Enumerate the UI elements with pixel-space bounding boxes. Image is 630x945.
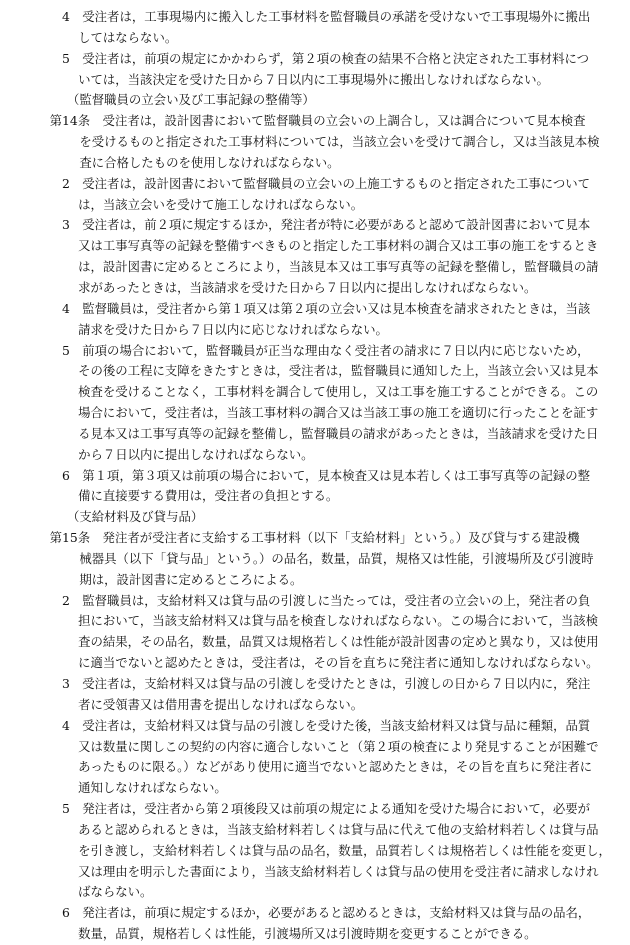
- text-line: から７日以内に提出しなければならない。: [78, 446, 314, 462]
- text-line: 期は，設計図書に定めるところによる。: [79, 571, 303, 587]
- clause-first-line: 6 第１項，第３項又は前項の場合において，見本検査又は見本若しくは工事写真等の記録の整: [62, 467, 591, 483]
- clause-first-line: 4 受注者は，支給材料又は貸与品の引渡しを受けた後，当該支給材料又は貸与品に種類，品質: [62, 717, 591, 733]
- section-heading: （支給材料及び貸与品）: [66, 509, 204, 525]
- text-line: 請求を受けた日から７日以内に応じなければならない。: [78, 321, 388, 337]
- text-line: 械器具（以下「貸与品」という。）の品名，数量，品質，規格又は性能，引渡場所及び引渡時: [79, 550, 594, 566]
- text-line: 又は理由を明示した書面により，当該支給材料若しくは貸与品の使用を受注者に請求しなけれ: [78, 863, 599, 879]
- clause-first-line: 5 受注者は，前項の規定にかかわらず，第２項の検査の結果不合格と決定された工事材料につ: [62, 50, 590, 66]
- text-line: を引き渡し，支給材料若しくは貸与品の品名，数量，品質若しくは規格若しくは性能を変更し，: [78, 842, 611, 858]
- clause-first-line: 3 受注者は，前２項に規定するほか，発注者が特に必要があると認めて設計図書において見本: [62, 217, 591, 233]
- text-line: 者に受領書又は借用書を提出しなければならない。: [78, 696, 364, 712]
- text-line: 又は数量に関しこの契約の内容に適合しないこと（第２項の検査により発見することが困難で: [78, 738, 599, 754]
- text-line: 査に合格したものを使用しなければならない。: [79, 154, 340, 170]
- document-body: [49, 7, 611, 945]
- clause-first-line: 3 受注者は，支給材料又は貸与品の引渡しを受けたときは，引渡しの日から７日以内に，発注: [62, 676, 591, 691]
- text-line: 求があったときは，当該請求を受けた日から７日以内に提出しなければならない。: [78, 279, 537, 295]
- text-line: 査の結果，その品名，数量，品質又は規格若しくは性能が設計図書の定めと異なり，又は使用: [78, 634, 599, 650]
- text-line: ばならない。: [78, 884, 153, 900]
- clause-first-line: 4 受注者は，工事現場内に搬入した工事材料を監督職員の承諾を受けないで工事現場外に搬出: [62, 9, 591, 24]
- article-first-line: 第15条 発注者が受注者に支給する工事材料（以下「支給材料」という。）及び貸与する建設機: [49, 530, 580, 546]
- text-line: 又は工事写真等の記録を整備すべきものと指定した工事材料の調合又は工事の施工をするとき: [78, 238, 599, 254]
- text-line: 数量，品質，規格若しくは性能，引渡場所又は引渡時期を変更することができる。: [78, 926, 537, 942]
- clause-first-line: 5 前項の場合において，監督職員が正当な理由なく受注者の請求に７日以内に応じないため，: [62, 342, 590, 358]
- clause-first-line: 6 発注者は，前項に規定するほか，必要があると認めるときは，支給材料又は貸与品の品名，: [62, 905, 591, 921]
- text-line: る見本又は工事写真等の記録を整備し，監督職員の請求があったときは，当該請求を受けた日: [78, 425, 599, 441]
- text-line: 備に直接要する費用は，受注者の負担とする。: [78, 488, 339, 504]
- section-heading: （監督職員の立会い及び工事記録の整備等）: [66, 92, 315, 108]
- text-line: 場合において，受注者は，当該工事材料の調合又は当該工事の施工を適切に行ったことを証す: [78, 405, 599, 421]
- clause-first-line: 5 発注者は，受注者から第２項後段又は前項の規定による通知を受けた場合において，必要が: [62, 801, 591, 817]
- text-line: その後の工程に支障をきたすときは，受注者は，監督職員に通知した上，当該立会い又は見本: [78, 363, 599, 379]
- article-first-line: 第14条 受注者は，設計図書において監督職員の立会いの上調合し，又は調合について見本検査: [49, 113, 586, 129]
- text-line: いては，当該決定を受けた日から７日以内に工事現場外に搬出しなければならない。: [78, 71, 549, 87]
- clause-first-line: 4 監督職員は，受注者から第１項又は第２項の立会い又は見本検査を請求されたときは，当該: [62, 300, 591, 316]
- text-line: に適当でないと認めたときは，受注者は，その旨を直ちに発注者に通知しなければならない。: [78, 655, 599, 671]
- text-line: は，当該立会いを受けて施工しなければならない。: [78, 196, 364, 212]
- text-line: 担において，当該支給材料又は貸与品を検査しなければならない。この場合において，当該検: [78, 613, 599, 629]
- text-line: 検査を受けることなく，工事材料を調合して使用し，又は工事を施工することができる。この: [78, 384, 599, 400]
- text-line: 通知しなければならない。: [78, 780, 227, 796]
- clause-first-line: 2 受注者は，設計図書において監督職員の立会いの上施工するものと指定された工事について: [62, 175, 591, 191]
- text-line: を受けるものと指定された工事材料については，当該立会いを受けて調合し，又は当該見本検: [79, 134, 600, 150]
- text-line: あると認められるときは，当該支給材料若しくは貸与品に代えて他の支給材料若しくは貸与品: [78, 821, 599, 837]
- text-line: あったものに限る。）などがあり使用に適当でないと認めたときは，その旨を直ちに発注者に: [78, 759, 593, 775]
- text-line: は，設計図書に定めるところにより，当該見本又は工事写真等の記録を整備し，監督職員の請: [78, 259, 599, 275]
- clause-first-line: 2 監督職員は，支給材料又は貸与品の引渡しに当たっては，受注者の立会いの上，発注者の負: [62, 592, 591, 608]
- text-line: してはならない。: [78, 29, 178, 45]
